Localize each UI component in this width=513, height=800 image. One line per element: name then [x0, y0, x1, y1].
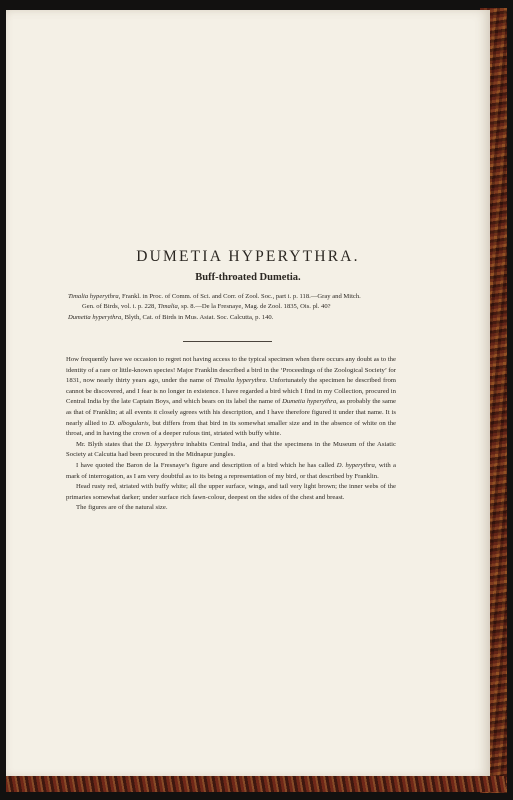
- page-paper: [6, 10, 490, 780]
- reference-line-1: Timalia hyperythra, Frankl. in Proc. of Comm. of Sci. and Corr. of Zool. Soc., part i. p. 118.—Gray and Mitch.: [68, 293, 361, 300]
- section-divider-rule: [183, 341, 272, 342]
- synonymy-references: [68, 292, 408, 323]
- reference-line-1-continued: Gen. of Birds, vol. i. p. 228, Timalia, sp. 8.—De la Fresnaye, Mag. de Zool. 1835, Ois. pl. 40?: [82, 303, 331, 311]
- paragraph-figures-note: The figures are of the natural size.: [76, 504, 168, 512]
- body-text: [66, 355, 396, 514]
- reference-line-2: Dumetia hyperythra, Blyth, Cat. of Birds in Mus. Asiat. Soc. Calcutta, p. 140.: [68, 313, 274, 321]
- page-title: DUMETIA HYPERYTHRA.: [136, 248, 360, 265]
- paragraph-fresnaye: I have quoted the Baron de la Fresnaye’s figure and description of a bird which he has called D. hyperythra, with a mark of interrogation, as I am very doubtful as to its being a representation of my bird, or that described by Franklin.: [66, 461, 396, 480]
- marbled-bottom-edge: [6, 776, 506, 792]
- paragraph-blyth: Mr. Blyth states that the D. hyperythra inhabits Central India, and that the specimens in the Museum of the Asiatic Society at Calcutta had been procured in the Midnapur jungles.: [66, 440, 396, 459]
- paragraph-description: Head rusty red, striated with buffy white; all the upper surface, wings, and tail very light brown; the inner webs of the primaries somewhat darker; under surface rich fawn-colour, deepest on the sides of the chest and breast.: [66, 483, 396, 501]
- page-subtitle: Buff-throated Dumetia.: [195, 272, 301, 283]
- paragraph-intro: How frequently have we occasion to regret not having access to the typical specimen when there occurs any doubt as to the identity of a rare or little-known species! Major Franklin described a bird in the ‘Proceedings of the Zoological Society’ for 1831, now nearly thirty years ago, under the name of Timalia hyperythra. Unfortunately the specimen he described from cannot be discovered, and I fear is no longer in existence. I have regarded a bird which I find in my Collection, procured in Central India by the late Captain Boys, and which bears on its label the name of Dumetia hyperythra, as probably the same as that of Franklin; at all events it closely agrees with his description, and I have therefore figured it under that name. It is nearly allied to D. albogularis, but differs from that bird in its somewhat smaller size and in the absence of white on the throat, and in having the crown of a deeper rufous tint, striated with buffy white.: [66, 356, 397, 438]
